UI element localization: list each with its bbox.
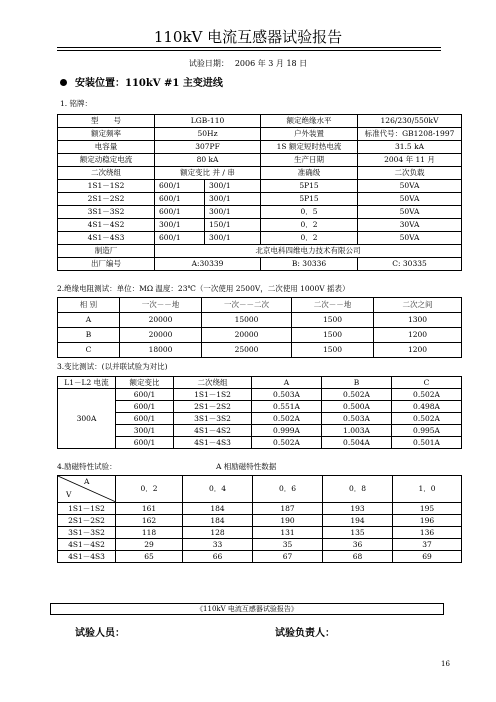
table-cell: 50VA — [358, 232, 462, 245]
table-cell: 600/1 — [116, 413, 174, 425]
table-cell: 4S1－4S2 — [174, 425, 252, 437]
table-cell: 0．5 — [261, 206, 358, 219]
table-cell: 1S1－1S2 — [58, 503, 116, 515]
table-cell: 25000 — [202, 343, 292, 358]
table-cell: 300/1 — [205, 232, 261, 245]
table-cell: 150/1 — [205, 219, 261, 232]
table-cell: 2004 年 11 月 — [358, 154, 462, 167]
table-cell: 600/1 — [155, 232, 205, 245]
table-cell: 北京电科四维电力技术有限公司 — [155, 245, 462, 258]
title-rule-2 — [57, 50, 441, 51]
table-cell: 1S1－1S2 — [174, 389, 252, 401]
table-cell: 80 kA — [155, 154, 261, 167]
table-cell: 50Hz — [155, 128, 261, 141]
table-cell: 5P15 — [261, 193, 358, 206]
table-cell: 0.502A — [392, 413, 462, 425]
table-cell: 300/1 — [155, 219, 205, 232]
table-cell: LGB-110 — [155, 115, 261, 128]
ratio-row — [58, 401, 462, 413]
table-cell: 1500 — [292, 343, 374, 358]
table-cell: B — [58, 328, 120, 343]
table-cell: 1．0 — [393, 476, 462, 503]
insulation-table — [57, 297, 462, 358]
table-cell: 5P15 — [261, 180, 358, 193]
table-cell: 195 — [393, 503, 462, 515]
insulation-row — [58, 328, 462, 343]
nameplate-sec-header — [58, 167, 462, 180]
report-title: 110kV 电流互感器试验报告 — [153, 28, 343, 46]
table-cell: L1－L2 电流 — [58, 377, 116, 389]
table-cell: 0.503A — [322, 413, 392, 425]
table-cell: 出厂编号 — [58, 258, 155, 271]
table-cell: 0.999A — [252, 425, 322, 437]
table-cell: 50VA — [358, 180, 462, 193]
table-cell: 50VA — [358, 206, 462, 219]
table-cell: 生产日期 — [261, 154, 358, 167]
table-cell: 1200 — [374, 328, 462, 343]
table-cell: 300/1 — [116, 425, 174, 437]
table-cell: 1500 — [292, 313, 374, 328]
table-cell: C: 30335 — [358, 258, 462, 271]
table-cell: 131 — [253, 527, 323, 539]
nameplate-sec-row — [58, 219, 462, 232]
table-cell: 190 — [253, 515, 323, 527]
table-cell: 1200 — [374, 343, 462, 358]
maker-row — [58, 245, 462, 258]
table-cell: 2S1－2S2 — [174, 401, 252, 413]
insulation-header — [58, 298, 462, 313]
table-cell: 0．2 — [261, 219, 358, 232]
table-cell: 0．2 — [116, 476, 183, 503]
table-cell: 0．6 — [253, 476, 323, 503]
bullet-icon — [60, 79, 67, 86]
table-cell: 额定变比 — [116, 377, 174, 389]
table-cell: A — [252, 377, 322, 389]
table-cell: 194 — [323, 515, 393, 527]
table-cell: A:30339 — [155, 258, 261, 271]
table-cell: 50VA — [358, 193, 462, 206]
footer-caption: 《110kV 电流互感器试验报告》 — [50, 603, 444, 615]
table-cell: 0.503A — [252, 389, 322, 401]
table-cell: 29 — [116, 539, 183, 551]
table-cell: 67 — [253, 551, 323, 563]
table-cell: 600/1 — [155, 193, 205, 206]
table-cell: 准确级 — [261, 167, 358, 180]
table-cell: 0.500A — [322, 401, 392, 413]
insulation-row — [58, 343, 462, 358]
table-cell: 126/230/550kV — [358, 115, 462, 128]
table-cell: 1.003A — [322, 425, 392, 437]
table-cell: 600/1 — [116, 437, 174, 449]
table-cell: 1S1－1S2 — [58, 180, 155, 193]
table-cell: 35 — [253, 539, 323, 551]
nameplate-sec-row — [58, 206, 462, 219]
table-cell: 33 — [183, 539, 253, 551]
excitation-row — [58, 503, 462, 515]
table-cell: 1500 — [292, 328, 374, 343]
table-cell: 300/1 — [205, 193, 261, 206]
table-cell: 187 — [253, 503, 323, 515]
table-cell: 184 — [183, 515, 253, 527]
table-cell: 2S1－2S2 — [58, 193, 155, 206]
table-cell: 31.5 kA — [358, 141, 462, 154]
table-cell: 0.502A — [252, 413, 322, 425]
table-cell: 69 — [393, 551, 462, 563]
excitation-corner — [58, 476, 116, 503]
table-cell: 0.551A — [252, 401, 322, 413]
table-cell: 162 — [116, 515, 183, 527]
excitation-subtitle: A 相励磁特性数据 — [216, 462, 277, 471]
table-cell: 型 号 — [58, 115, 155, 128]
table-cell: 20000 — [120, 328, 202, 343]
table-cell: 135 — [323, 527, 393, 539]
table-cell: 600/1 — [116, 401, 174, 413]
tester-label: 试验人员： — [75, 628, 125, 639]
nameplate-row — [58, 128, 462, 141]
table-cell: 二次绕组 — [174, 377, 252, 389]
table-cell: 3S1－3S2 — [58, 527, 116, 539]
ratio-row — [58, 413, 462, 425]
excitation-row — [58, 551, 462, 563]
table-cell: C — [392, 377, 462, 389]
table-cell: B: 30336 — [261, 258, 358, 271]
excitation-row — [58, 527, 462, 539]
table-cell: 额定绝缘水平 — [261, 115, 358, 128]
table-cell: 额定频率 — [58, 128, 155, 141]
table-cell: 36 — [323, 539, 393, 551]
table-cell: 184 — [183, 503, 253, 515]
table-cell: 二次负载 — [358, 167, 462, 180]
table-cell: 0.995A — [392, 425, 462, 437]
table-cell: 一次－－二次 — [202, 298, 292, 313]
title-rule — [57, 47, 441, 48]
excitation-heading: 4.励磁特性试验： — [57, 462, 117, 471]
ratio-header — [58, 377, 462, 389]
table-cell: 18000 — [120, 343, 202, 358]
table-cell: 161 — [116, 503, 183, 515]
table-cell: 15000 — [202, 313, 292, 328]
table-cell: 0.502A — [392, 389, 462, 401]
nameplate-heading: 1. 铭牌： — [60, 99, 93, 108]
table-cell: 300/1 — [205, 180, 261, 193]
table-cell: 一次－－地 — [120, 298, 202, 313]
table-cell: 118 — [116, 527, 183, 539]
table-cell: 1300 — [374, 313, 462, 328]
table-cell: 307PF — [155, 141, 261, 154]
excitation-row — [58, 515, 462, 527]
ratio-row — [58, 425, 462, 437]
table-cell: 193 — [323, 503, 393, 515]
table-cell: 0．8 — [323, 476, 393, 503]
table-cell: 600/1 — [155, 180, 205, 193]
nameplate-row — [58, 154, 462, 167]
ratio-table — [57, 376, 462, 449]
table-cell: 300/1 — [205, 206, 261, 219]
table-cell: 额定变比 并 / 串 — [155, 167, 261, 180]
table-cell: B — [322, 377, 392, 389]
table-cell: 128 — [183, 527, 253, 539]
table-cell: 136 — [393, 527, 462, 539]
nameplate-row — [58, 141, 462, 154]
nameplate-sec-row — [58, 193, 462, 206]
table-cell: 20000 — [120, 313, 202, 328]
excitation-row — [58, 539, 462, 551]
table-cell: 二次之间 — [374, 298, 462, 313]
ratio-heading: 3.变比测试：(以并联试验为对比) — [57, 362, 168, 371]
excitation-table — [57, 475, 462, 563]
ratio-current: 300A — [58, 389, 116, 449]
table-cell: 4S1－4S2 — [58, 539, 116, 551]
page-number: 16 — [441, 660, 450, 668]
excitation-header — [58, 476, 462, 503]
leader-label: 试验负责人： — [275, 628, 335, 639]
table-cell: 二次绕组 — [58, 167, 155, 180]
table-cell: 额定动稳定电流 — [58, 154, 155, 167]
corner-a: A — [84, 477, 90, 486]
table-cell: 600/1 — [155, 206, 205, 219]
serial-row — [58, 258, 462, 271]
table-cell: 0.502A — [322, 389, 392, 401]
table-cell: 196 — [393, 515, 462, 527]
table-cell: 3S1－3S2 — [174, 413, 252, 425]
nameplate-row — [58, 115, 462, 128]
table-cell: 68 — [323, 551, 393, 563]
table-cell: 2S1－2S2 — [58, 515, 116, 527]
table-cell: 66 — [183, 551, 253, 563]
ratio-row — [58, 389, 462, 401]
table-cell: 标准代号：GB1208-1997 — [358, 128, 462, 141]
table-cell: 0.501A — [392, 437, 462, 449]
table-cell: 制造厂 — [58, 245, 155, 258]
install-location: 安装位置：110kV #1 主变进线 — [60, 74, 223, 89]
table-cell: 1S 额定短时热电流 — [261, 141, 358, 154]
table-cell: 4S1－4S3 — [174, 437, 252, 449]
table-cell: 0.498A — [392, 401, 462, 413]
table-cell: 3S1－3S2 — [58, 206, 155, 219]
table-cell: 600/1 — [116, 389, 174, 401]
insulation-row — [58, 313, 462, 328]
table-cell: 户外装置 — [261, 128, 358, 141]
corner-v: V — [66, 490, 72, 499]
table-cell: 4S1－4S3 — [58, 232, 155, 245]
insulation-heading: 2.绝缘电阻测试：单位：MΩ 温度：23℃（一次使用 2500V，二次使用 1000V 摇表） — [57, 284, 350, 293]
table-cell: 20000 — [202, 328, 292, 343]
table-cell: 4S1－4S3 — [58, 551, 116, 563]
test-date: 试验日期： 2006 年 3 月 18 日 — [188, 59, 308, 68]
nameplate-sec-row — [58, 180, 462, 193]
table-cell: 0．4 — [183, 476, 253, 503]
table-cell: 37 — [393, 539, 462, 551]
table-cell: C — [58, 343, 120, 358]
table-cell: 相 别 — [58, 298, 120, 313]
ratio-row — [58, 437, 462, 449]
table-cell: A — [58, 313, 120, 328]
table-cell: 30VA — [358, 219, 462, 232]
table-cell: 二次－－地 — [292, 298, 374, 313]
table-cell: 65 — [116, 551, 183, 563]
table-cell: 电容量 — [58, 141, 155, 154]
table-cell: 0．2 — [261, 232, 358, 245]
table-cell: 0.502A — [252, 437, 322, 449]
nameplate-table — [57, 114, 462, 271]
table-cell: 4S1－4S2 — [58, 219, 155, 232]
nameplate-sec-row — [58, 232, 462, 245]
table-cell: 0.504A — [322, 437, 392, 449]
